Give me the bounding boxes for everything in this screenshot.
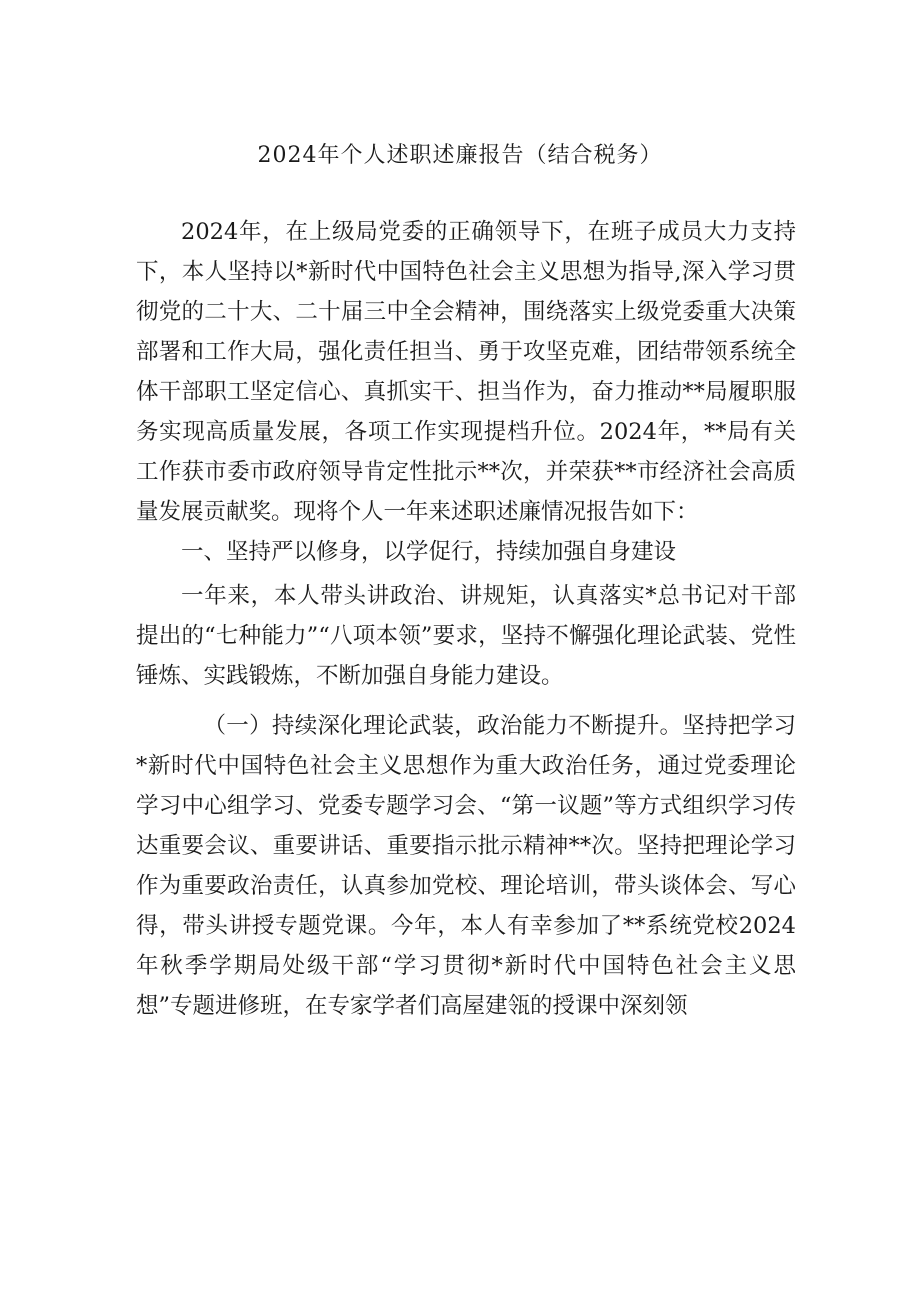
section-heading-1: 一、坚持严以修身，以学促行，持续加强自身建设 [181, 539, 677, 565]
subsection-1-paragraph: （一）持续深化理论武装，政治能力不断提升。坚持把学习*新时代中国特色社会主义思想作为重大政治任务，通过党委理论学习中心组学习、党委专题学习会、“第一议题”等方式组织学习传达重要会议、重要讲话、重要指示批示精神**次。坚持把理论学习作为重要政治责任，认真参加党校、理论培训，带头谈体会、写心得，带头讲授专题党课。今年，本人有幸参加了**系统党校2024年秋季学期局处级干部“学习贯彻*新时代中国特色社会主义思想”专题进修班，在专家学者们高屋建瓴的授课中深刻领 [136, 713, 796, 1019]
intro-paragraph: 2024年，在上级局党委的正确领导下，在班子成员大力支持下，本人坚持以*新时代中国特色社会主义思想为指导,深入学习贯彻党的二十大、二十届三中全会精神，围绕落实上级党委重大决策部署和工作大局，强化责任担当、勇于攻坚克难，团结带领系统全体干部职工坚定信心、真抓实干、担当作为，奋力推动**局履职服务实现高质量发展，各项工作实现提档升位。2024年，**局有关工作获市委市政府领导肯定性批示**次，并荣获**市经济社会高质量发展贡献奖。现将个人一年来述职述廉情况报告如下： [136, 219, 796, 525]
section-1-paragraph: 一年来，本人带头讲政治、讲规矩，认真落实*总书记对干部提出的“七种能力”“八项本领”要求，坚持不懈强化理论武装、党性锤炼、实践锻炼，不断加强自身能力建设。 [136, 583, 796, 689]
document-title: 2024年个人述职述廉报告（结合税务） [257, 143, 663, 168]
document-body [136, 212, 796, 1026]
